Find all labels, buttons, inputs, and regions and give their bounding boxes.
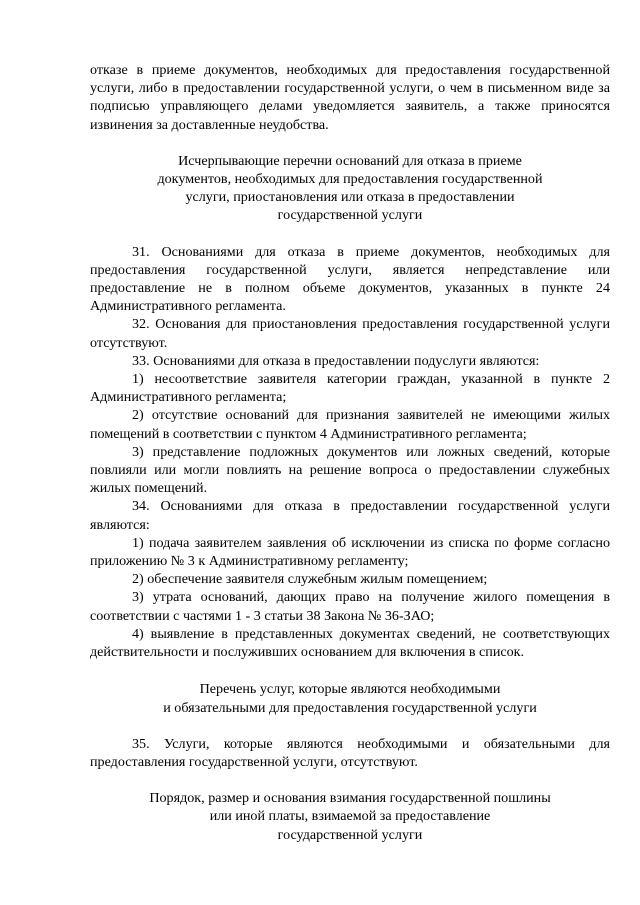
section-heading-refusal-grounds [90, 152, 610, 225]
paragraph-31: 31. Основаниями для отказа в приеме документов, необходимых для предоставления государственной услуги, является непредставление или предоставление не в полном объеме документов, указанных в пункте 24 Административного регламента. [90, 243, 610, 315]
document-page [90, 61, 610, 844]
paragraph-35: 35. Услуги, которые являются необходимыми и обязательными для предоставления государственной услуги, отсутствуют. [90, 735, 610, 770]
paragraph-32: 32. Основания для приостановления предоставления государственной услуги отсутствуют. [90, 316, 610, 351]
heading-line: государственной услуги [277, 826, 423, 843]
paragraph-33-item-2: 2) отсутствие оснований для признания заявителей не имеющими жилых помещений в соответствии с пунктом 4 Административного регламента; [90, 407, 610, 442]
section-heading-required-services [90, 680, 610, 716]
section-heading-fees [90, 789, 610, 844]
heading-line: Исчерпывающие перечни оснований для отказа в приеме [178, 152, 522, 169]
heading-line: и обязательными для предоставления государственной услуги [163, 699, 537, 716]
paragraph-33-item-3: 3) представление подложных документов или ложных сведений, которые повлияли или могли повлиять на решение вопроса о предоставлении служебных жилых помещений. [90, 443, 610, 497]
paragraph-33: 33. Основаниями для отказа в предоставлении подуслуги являются: [132, 352, 540, 369]
paragraph-34-item-4: 4) выявление в представленных документах сведений, не соответствующих действительности и послуживших основанием для включения в список. [90, 625, 610, 661]
paragraph-34-item-2: 2) обеспечение заявителя служебным жилым помещением; [132, 571, 488, 588]
heading-line: документов, необходимых для предоставления государственной [157, 171, 543, 188]
intro-paragraph: отказе в приеме документов, необходимых для предоставления государственной услуги, либо в предоставлении государственной услуги, о чем в письменном виде за подписью управляющего делами уведомляется заявитель, а также приносятся извинения за доставленные неудобства. [90, 62, 610, 133]
heading-line: государственной услуги [277, 207, 423, 224]
paragraph-34: 34. Основаниями для отказа в предоставлении государственной услуги являются: [90, 498, 610, 533]
heading-line: или иной платы, взимаемой за предоставление [209, 808, 491, 825]
heading-line: Перечень услуг, которые являются необходимыми [199, 681, 501, 698]
heading-line: Порядок, размер и основания взимания государственной пошлины [149, 790, 551, 807]
paragraph-33-item-1: 1) несоответствие заявителя категории граждан, указанной в пункте 2 Административного регламента; [90, 371, 610, 406]
heading-line: услуги, приостановления или отказа в предоставлении [185, 189, 515, 206]
paragraph-34-item-1: 1) подача заявителем заявления об исключении из списка по форме согласно приложению № 3 к Административному регламенту; [90, 534, 610, 570]
paragraph-34-item-3: 3) утрата оснований, дающих право на получение жилого помещения в соответствии с частями 1 - 3 статьи 38 Закона № 36-ЗАО; [90, 589, 610, 624]
